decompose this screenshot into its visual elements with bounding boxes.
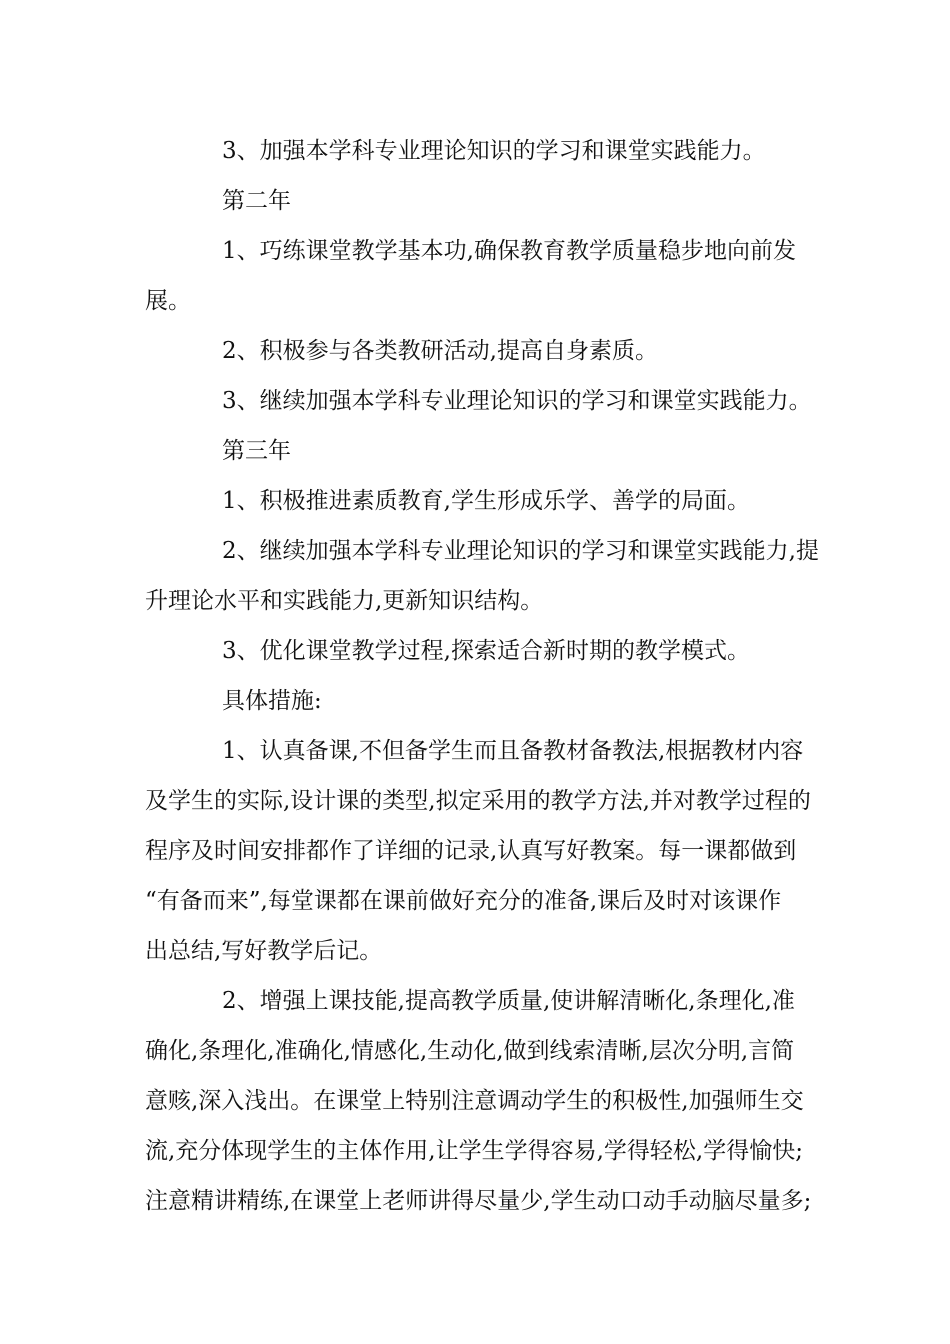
paragraph-line: 展。	[145, 288, 191, 314]
paragraph-line: 2、增强上课技能,提高教学质量,使讲解清晰化,条理化,准	[222, 988, 795, 1014]
paragraph-line: 出总结,写好教学后记。	[145, 938, 383, 964]
section-heading-year-3: 第三年	[222, 438, 291, 464]
paragraph-line: 2、积极参与各类教研活动,提高自身素质。	[222, 338, 658, 364]
paragraph-line: 3、优化课堂教学过程,探索适合新时期的教学模式。	[222, 638, 750, 664]
paragraph-line: 程序及时间安排都作了详细的记录,认真写好教案。每一课都做到	[145, 838, 797, 864]
section-heading-year-2: 第二年	[222, 188, 291, 214]
paragraph-line: 1、积极推进素质教育,学生形成乐学、善学的局面。	[222, 488, 750, 514]
paragraph-line: 注意精讲精练,在课堂上老师讲得尽量少,学生动口动手动脑尽量多;	[145, 1188, 812, 1214]
paragraph-line: 1、巧练课堂教学基本功,确保教育教学质量稳步地向前发	[222, 238, 796, 264]
paragraph-line: 升理论水平和实践能力,更新知识结构。	[145, 588, 544, 614]
paragraph-line: 3、继续加强本学科专业理论知识的学习和课堂实践能力。	[222, 388, 812, 414]
paragraph-line: 及学生的实际,设计课的类型,拟定采用的教学方法,并对教学过程的	[145, 788, 811, 814]
paragraph-line: 3、加强本学科专业理论知识的学习和课堂实践能力。	[222, 138, 766, 164]
section-heading-measures: 具体措施:	[222, 688, 322, 714]
paragraph-line: 确化,条理化,准确化,情感化,生动化,做到线索清晰,层次分明,言简	[145, 1038, 795, 1064]
paragraph-line: 流,充分体现学生的主体作用,让学生学得容易,学得轻松,学得愉快;	[145, 1138, 803, 1164]
paragraph-line: 1、认真备课,不但备学生而且备教材备教法,根据教材内容	[222, 738, 804, 764]
paragraph-line: 2、继续加强本学科专业理论知识的学习和课堂实践能力,提	[222, 538, 819, 564]
paragraph-line: “有备而来”,每堂课都在课前做好充分的准备,课后及时对该课作	[145, 888, 782, 914]
paragraph-line: 意赅,深入浅出。在课堂上特别注意调动学生的积极性,加强师生交	[145, 1088, 804, 1114]
